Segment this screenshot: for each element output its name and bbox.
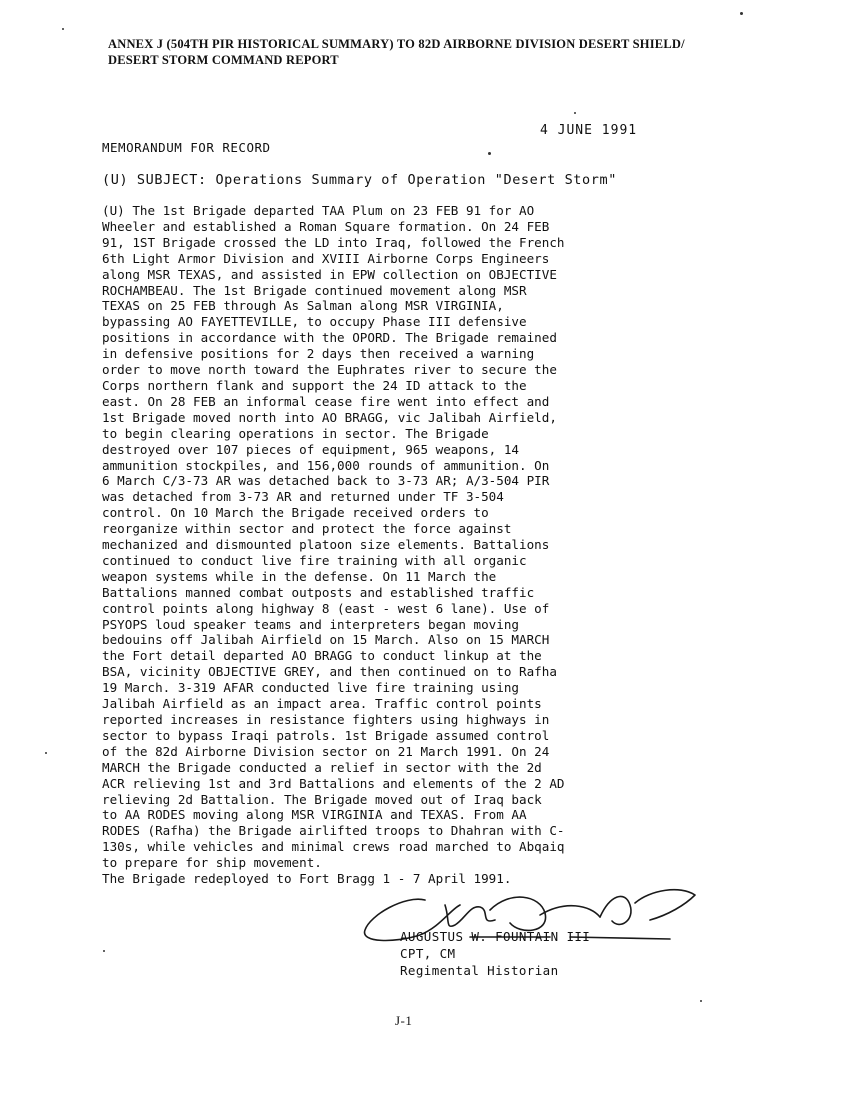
body-line: Corps northern flank and support the 24 ID attack to the: [102, 377, 527, 393]
body-line: bedouins off Jalibah Airfield on 15 March. Also on 15 MARCH: [102, 632, 550, 648]
body-line: positions in accordance with the OPORD. The Brigade remained: [102, 330, 557, 346]
body-line: TEXAS on 25 FEB through As Salman along MSR VIRGINIA,: [102, 298, 504, 314]
body-line: destroyed over 107 pieces of equipment, 965 weapons, 14: [102, 441, 520, 457]
body-line: mechanized and dismounted platoon size elements. Battalions: [102, 537, 550, 553]
body-line: reorganize within sector and protect the force against: [102, 521, 512, 537]
body-line: 6 March C/3-73 AR was detached back to 3-73 AR; A/3-504 PIR: [102, 473, 550, 489]
scan-speck: [700, 1000, 702, 1002]
signature-block: [400, 928, 590, 979]
signer-name: AUGUSTUS W. FOUNTAIN III: [400, 929, 591, 944]
body-line: 19 March. 3-319 AFAR conducted live fire training using: [102, 680, 520, 696]
body-line: ammunition stockpiles, and 156,000 rounds of ammunition. On: [102, 457, 550, 473]
scan-speck: [740, 12, 743, 15]
body-line: to AA RODES moving along MSR VIRGINIA and TEXAS. From AA: [102, 807, 527, 823]
body-line: control. On 10 March the Brigade received orders to: [102, 505, 489, 521]
body-line: control points along highway 8 (east - west 6 lane). Use of: [102, 600, 550, 616]
scan-speck: [45, 752, 47, 754]
signer-rank: CPT, CM: [400, 946, 456, 961]
body-line: to begin clearing operations in sector. The Brigade: [102, 425, 489, 441]
body-line: 1st Brigade moved north into AO BRAGG, vic Jalibah Airfield,: [102, 409, 557, 425]
body-line: ROCHAMBEAU. The 1st Brigade continued movement along MSR: [102, 282, 527, 298]
body-line: The Brigade redeployed to Fort Bragg 1 - 7 April 1991.: [102, 871, 512, 887]
body-line: in defensive positions for 2 days then received a warning: [102, 346, 535, 362]
scan-speck: [62, 28, 64, 30]
scan-speck: [488, 152, 491, 155]
memo-date: 4 JUNE 1991: [540, 123, 638, 138]
body-line: (U) The 1st Brigade departed TAA Plum on 23 FEB 91 for AO: [102, 203, 535, 218]
body-line: of the 82d Airborne Division sector on 21 March 1991. On 24: [102, 743, 550, 759]
body-line: Wheeler and established a Roman Square formation. On 24 FEB: [102, 218, 550, 234]
page-number: J-1: [395, 1013, 413, 1028]
body-line: BSA, vicinity OBJECTIVE GREY, and then continued on to Rafha: [102, 664, 557, 680]
signer-title: Regimental Historian: [400, 963, 559, 978]
body-line: sector to bypass Iraqi patrols. 1st Brigade assumed control: [102, 727, 550, 743]
body-line: the Fort detail departed AO BRAGG to conduct linkup at the: [102, 648, 542, 664]
body-line: along MSR TEXAS, and assisted in EPW collection on OBJECTIVE: [102, 266, 557, 282]
memo-subject: (U) SUBJECT: Operations Summary of Operation "Desert Storm": [102, 172, 617, 188]
body-line: order to move north toward the Euphrates river to secure the: [102, 362, 557, 378]
memo-heading: MEMORANDUM FOR RECORD: [102, 140, 271, 155]
body-line: was detached from 3-73 AR and returned under TF 3-504: [102, 489, 504, 505]
body-line: relieving 2d Battalion. The Brigade moved out of Iraq back: [102, 791, 542, 807]
body-line: to prepare for ship movement.: [102, 855, 322, 871]
body-line: PSYOPS loud speaker teams and interpreters began moving: [102, 616, 520, 632]
body-line: reported increases in resistance fighters using highways in: [102, 712, 550, 727]
body-line: 130s, while vehicles and minimal crews road marched to Abqaiq: [102, 839, 565, 855]
scan-speck: [574, 112, 576, 114]
memo-body: [102, 203, 722, 887]
body-line: 6th Light Armor Division and XVIII Airborne Corps Engineers: [102, 250, 550, 266]
body-line: MARCH the Brigade conducted a relief in sector with the 2d: [102, 759, 542, 775]
body-line: continued to conduct live fire training with all organic: [102, 552, 527, 568]
annex-line-2: DESERT STORM COMMAND REPORT: [108, 53, 339, 67]
body-line: 91, 1ST Brigade crossed the LD into Iraq, followed the French: [102, 234, 565, 250]
annex-line-1: ANNEX J (504TH PIR HISTORICAL SUMMARY) TO 82D AIRBORNE DIVISION DESERT SHIELD/: [108, 37, 685, 51]
body-line: bypassing AO FAYETTEVILLE, to occupy Phase III defensive: [102, 314, 527, 330]
body-line: east. On 28 FEB an informal cease fire went into effect and: [102, 393, 550, 409]
body-line: Jalibah Airfield as an impact area. Traffic control points: [102, 696, 542, 712]
annex-header: [108, 36, 768, 68]
body-line: ACR relieving 1st and 3rd Battalions and elements of the 2 AD: [102, 775, 565, 791]
scan-speck: [103, 950, 105, 952]
body-line: RODES (Rafha) the Brigade airlifted troops to Dhahran with C-: [102, 823, 565, 839]
body-line: weapon systems while in the defense. On 11 March the: [102, 568, 497, 584]
body-line: Battalions manned combat outposts and established traffic: [102, 584, 535, 600]
